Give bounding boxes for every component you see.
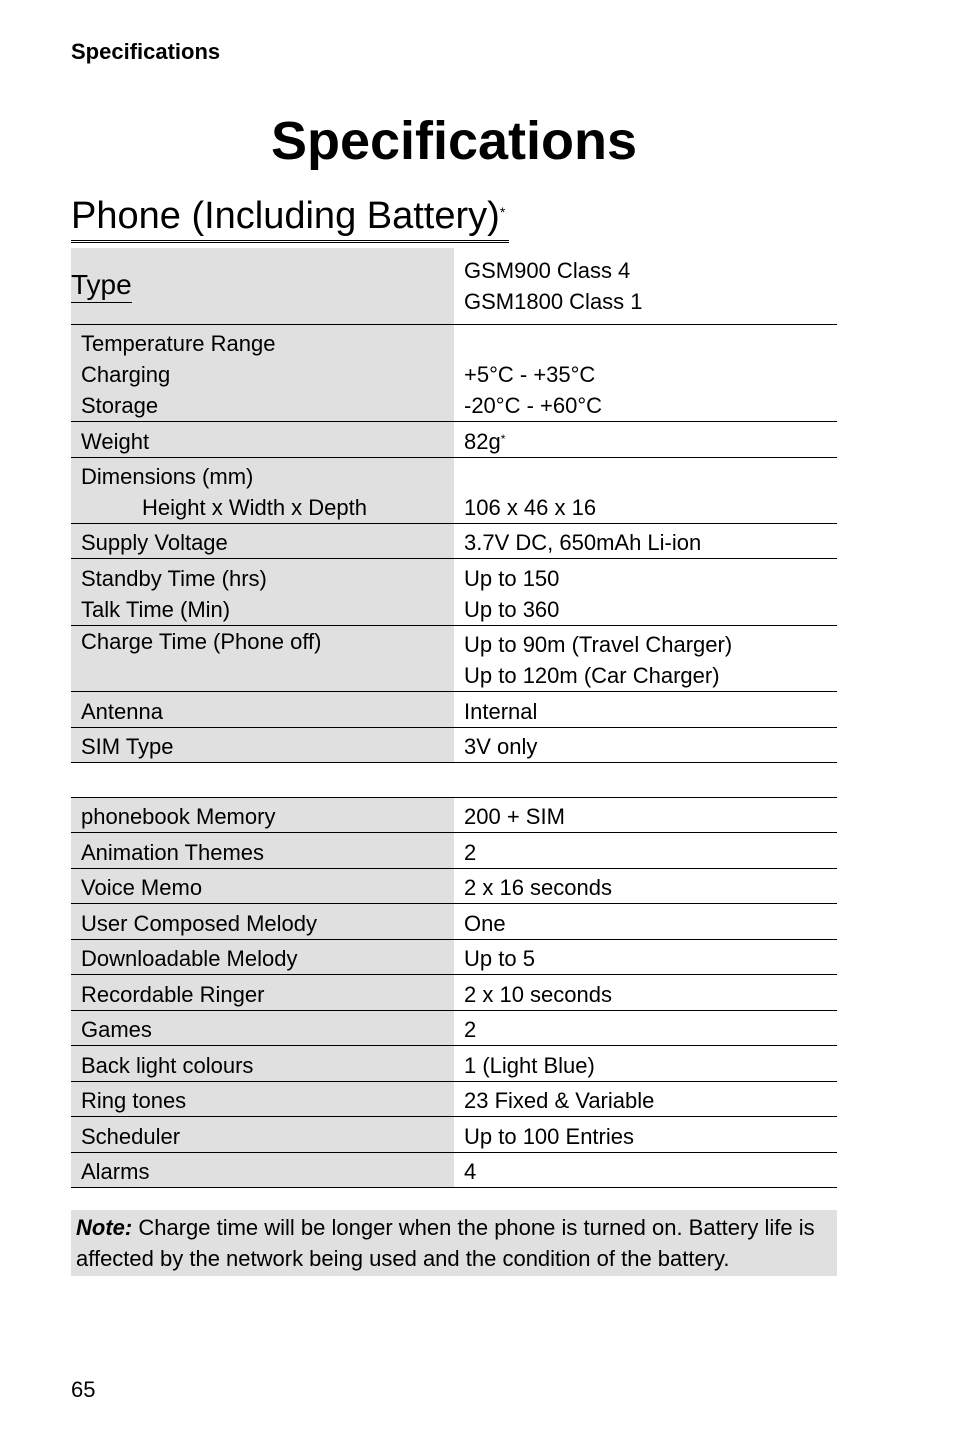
- sim-type-value: 3V only: [454, 727, 837, 762]
- feature-label: Back light colours: [71, 1046, 454, 1082]
- table-row-temperature: [71, 324, 837, 421]
- charging-label: Charging: [81, 361, 171, 387]
- page-number: 65: [71, 1377, 96, 1402]
- table-row-supply-voltage: [71, 523, 837, 558]
- feature-label: Games: [71, 1010, 454, 1046]
- standby-time-value: Up to 150: [464, 565, 560, 591]
- feature-label: Animation Themes: [71, 833, 454, 869]
- storage-label: Storage: [81, 392, 159, 418]
- feature-value: 2: [454, 833, 837, 869]
- table-row: [71, 904, 837, 940]
- table-row-type: [71, 248, 837, 324]
- weight-label: Weight: [71, 421, 454, 457]
- table-row-sim-type: [71, 727, 837, 762]
- feature-value: 2 x 16 seconds: [454, 868, 837, 904]
- type-label-cell: [71, 248, 454, 324]
- features-table: [71, 797, 837, 1188]
- dimensions-sublabel: Height x Width x Depth: [142, 494, 367, 520]
- storage-value: -20°C - +60°C: [464, 392, 603, 418]
- feature-label: User Composed Melody: [71, 904, 454, 940]
- dimensions-label: Dimensions (mm): [81, 463, 254, 489]
- feature-value: 2 x 10 seconds: [454, 975, 837, 1011]
- weight-value-cell: [454, 421, 837, 457]
- charge-time-label: Charge Time (Phone off): [71, 625, 454, 691]
- feature-label: Alarms: [71, 1152, 454, 1188]
- type-label: Type: [71, 268, 132, 303]
- antenna-value: Internal: [454, 691, 837, 727]
- temperature-range-label: Temperature Range: [81, 330, 276, 356]
- charge-time-travel: Up to 90m (Travel Charger): [464, 631, 733, 657]
- feature-label: Downloadable Melody: [71, 939, 454, 975]
- feature-value: 4: [454, 1152, 837, 1188]
- temperature-label-cell: [71, 324, 454, 421]
- dimensions-label-cell: [71, 457, 454, 523]
- table-row-standby-talk: [71, 558, 837, 625]
- feature-value: One: [454, 904, 837, 940]
- charging-value: +5°C - +35°C: [464, 361, 596, 387]
- table-row: [71, 939, 837, 975]
- standby-talk-label-cell: [71, 558, 454, 625]
- talk-time-value: Up to 360: [464, 596, 560, 622]
- feature-label: Recordable Ringer: [71, 975, 454, 1011]
- table-row: [71, 798, 837, 833]
- table-row: [71, 1046, 837, 1082]
- note-label: Note:: [76, 1215, 133, 1240]
- table-row: [71, 1152, 837, 1188]
- standby-talk-value-cell: [454, 558, 837, 625]
- note-box: [71, 1210, 837, 1276]
- feature-value: 23 Fixed & Variable: [454, 1081, 837, 1117]
- table-row-weight: [71, 421, 837, 457]
- weight-footnote-mark: *: [500, 431, 506, 446]
- section-title-text: Phone (Including Battery): [71, 195, 500, 237]
- table-row: [71, 833, 837, 869]
- feature-value: 200 + SIM: [454, 798, 837, 833]
- supply-voltage-value: 3.7V DC, 650mAh Li-ion: [454, 523, 837, 558]
- table-row: [71, 1081, 837, 1117]
- supply-voltage-label: Supply Voltage: [71, 523, 454, 558]
- table-row: [71, 868, 837, 904]
- running-header: Specifications: [71, 39, 221, 64]
- feature-label: Scheduler: [71, 1117, 454, 1153]
- table-row-charge-time: [71, 625, 837, 691]
- feature-value: 2: [454, 1010, 837, 1046]
- table-row-dimensions: [71, 457, 837, 523]
- feature-value: Up to 100 Entries: [454, 1117, 837, 1153]
- type-value-cell: [454, 248, 837, 324]
- charge-time-car: Up to 120m (Car Charger): [464, 662, 720, 688]
- feature-label: Voice Memo: [71, 868, 454, 904]
- temperature-value-cell: [454, 324, 837, 421]
- feature-label: Ring tones: [71, 1081, 454, 1117]
- type-value-line: GSM900 Class 4: [464, 257, 631, 283]
- charge-time-value-cell: [454, 625, 837, 691]
- table-row: [71, 1010, 837, 1046]
- section-title-footnote-mark: *: [499, 204, 506, 220]
- page-title: Specifications: [270, 111, 638, 171]
- weight-value: 82g: [464, 428, 501, 454]
- feature-value: 1 (Light Blue): [454, 1046, 837, 1082]
- feature-label: phonebook Memory: [71, 798, 454, 833]
- antenna-label: Antenna: [71, 691, 454, 727]
- standby-time-label: Standby Time (hrs): [81, 565, 267, 591]
- phone-spec-table: [71, 248, 837, 763]
- talk-time-label: Talk Time (Min): [81, 596, 231, 622]
- table-row: [71, 975, 837, 1011]
- type-value-line: GSM1800 Class 1: [464, 288, 643, 314]
- table-row-antenna: [71, 691, 837, 727]
- feature-value: Up to 5: [454, 939, 837, 975]
- sim-type-label: SIM Type: [71, 727, 454, 762]
- section-title: [71, 192, 509, 243]
- table-row: [71, 1117, 837, 1153]
- dimensions-value: 106 x 46 x 16: [454, 457, 837, 523]
- note-text: Charge time will be longer when the phone is turned on. Battery life is affected by the network being used and the condition of the battery.: [76, 1215, 815, 1271]
